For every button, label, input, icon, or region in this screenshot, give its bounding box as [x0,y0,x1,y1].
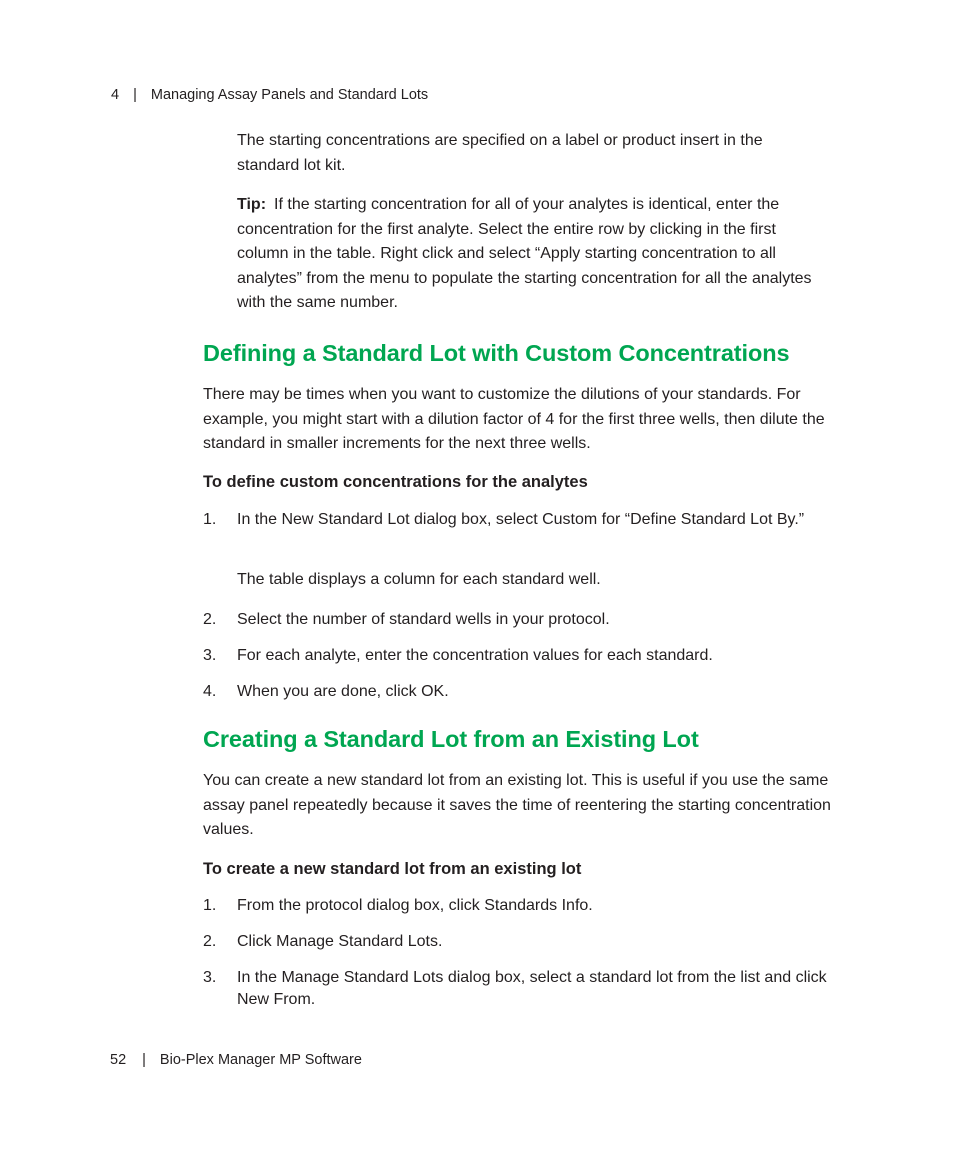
tip-label: Tip: [237,196,267,213]
step-number: 1. [203,897,217,914]
step-number: 4. [203,683,217,700]
footer-page-number: 52 [110,1052,127,1068]
footer-book-title: Bio-Plex Manager MP Software [159,1052,362,1068]
step-number: 3. [203,969,217,986]
intro-paragraph: The starting concentrations are specified on a label or product insert in the standard lot kit. [237,132,763,174]
step-note: The table displays a column for each standard well. [237,571,601,588]
section1-body: There may be times when you want to customize the dilutions of your standards. For example, you might start with a dilution factor of 4 for the first three wells, then dilute the standard in smaller increments for the next three wells. [203,386,825,452]
page-footer [110,1052,362,1068]
section-heading-custom-concentrations: Defining a Standard Lot with Custom Concentrations [203,340,790,366]
section2-body: You can create a new standard lot from an existing lot. This is useful if you use the same assay panel repeatedly because it saves the time of reentering the starting concentration values. [203,772,831,838]
header-chapter-title: Managing Assay Panels and Standard Lots [150,87,429,103]
footer-separator: | [142,1052,146,1068]
step-text: Click Manage Standard Lots. [237,933,443,950]
step-number: 3. [203,647,217,664]
header-separator: | [133,87,137,103]
procedure-title-existing: To create a new standard lot from an existing lot [203,860,582,878]
step-text: For each analyte, enter the concentration values for each standard. [237,647,713,664]
running-header [111,87,428,103]
tip-text: If the starting concentration for all of your analytes is identical, enter the concentration for the first analyte. Select the entire row by clicking in the first column in the table. Right click and select “Apply starting concentration to all analytes” from the menu to populate the starting concentration for all the analytes with the same number. [237,196,812,311]
header-chapter-number: 4 [111,87,120,103]
tip-paragraph [237,193,817,316]
step-text: In the New Standard Lot dialog box, select Custom for “Define Standard Lot By.” [237,511,805,528]
step-number: 2. [203,933,217,950]
section-heading-existing-lot: Creating a Standard Lot from an Existing Lot [203,726,699,752]
procedure-title-custom: To define custom concentrations for the analytes [203,473,588,491]
step-number: 1. [203,511,217,528]
step-text: In the Manage Standard Lots dialog box, select a standard lot from the list and click New From. [237,969,827,1008]
step-number: 2. [203,611,217,628]
step-text: When you are done, click OK. [237,683,449,700]
step-text: Select the number of standard wells in your protocol. [237,611,610,628]
step-text: From the protocol dialog box, click Standards Info. [237,897,593,914]
